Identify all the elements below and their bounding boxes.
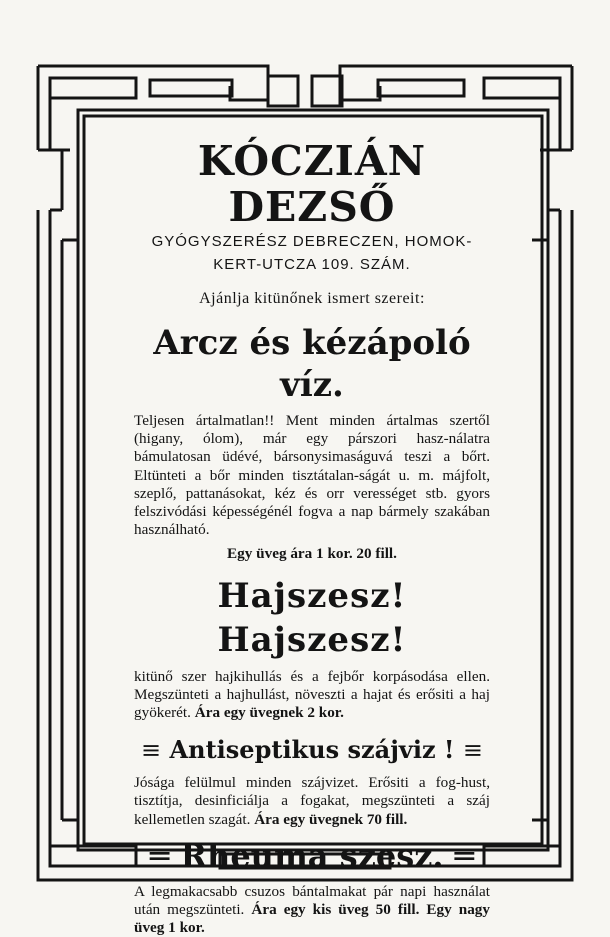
equals-ornament-right: ═ (454, 836, 474, 875)
product-text-hair-tonic (134, 668, 490, 723)
product-text-face-water (134, 412, 490, 539)
product-title-hair-tonic: Hajszesz! Hajszesz! (217, 575, 407, 660)
product-price-mouthwash: Ára egy üvegnek 70 fill. (254, 810, 408, 828)
product-description: A legmakacsabb csuzos bántalmakat pár napi használat után megszünteti. (134, 882, 490, 919)
product-title-rheuma (134, 835, 490, 877)
product-description: kitünő szer hajkihullás és a fejbőr korpásodása ellen. Megszünteti a hajhullást, növeszti a hajat és erősiti a haj gyökerét. (134, 667, 490, 722)
product-text-rheuma (134, 883, 490, 937)
product-title-face-water: Arcz és kézápoló víz. (153, 323, 471, 405)
product-text-mouthwash (134, 774, 490, 829)
intro-text: Ajánlja kitünőnek ismert szereit: (199, 290, 425, 307)
product-description: Jósága felülmul minden szájvizet. Erősiti a fog-hust, tisztítja, desinficiálja a fogakat, megszünteti a száj kellemetlen szagát. (134, 774, 490, 828)
equals-ornament-left: ≡ (141, 736, 162, 765)
product-title-text: Rheuma szesz. (180, 836, 444, 875)
product-price-hair-tonic: Ára egy üvegnek 2 kor. (194, 704, 344, 722)
product-title-text: Antiseptikus szájviz ! (169, 735, 455, 765)
product-title-mouthwash (134, 732, 490, 768)
address-line-1: GYÓGYSZERÉSZ DEBRECZEN, HOMOK- (151, 233, 473, 250)
equals-ornament-left: ═ (150, 836, 170, 875)
ad-content (134, 118, 490, 937)
address-line-2: KERT-UTCZA 109. SZÁM. (213, 256, 411, 273)
equals-ornament-right: ≡ (462, 736, 483, 765)
product-price-face-water: Egy üveg ára 1 kor. 20 fill. (227, 545, 397, 563)
pharmacist-name: KÓCZIÁN DEZSŐ (197, 137, 427, 231)
product-price-rheuma: Ára egy kis üveg 50 fill. Egy nagy üveg 1 kor. (134, 901, 490, 937)
product-description: Teljesen ártalmatlan!! Ment minden ártalmas szertől (higany, ólom), már egy párszori hasz-nálatra bámulatosan üdévé, bársonysimaságuvá teszi a bőrt. Eltünteti a bőr minden tisztátalan-ságát u. m. májfolt, szeplő, pattanásokat, kéz és orr verességet stb. gyors felszivódási képességénél fogva a nap bármely szakában használható. (134, 412, 490, 539)
